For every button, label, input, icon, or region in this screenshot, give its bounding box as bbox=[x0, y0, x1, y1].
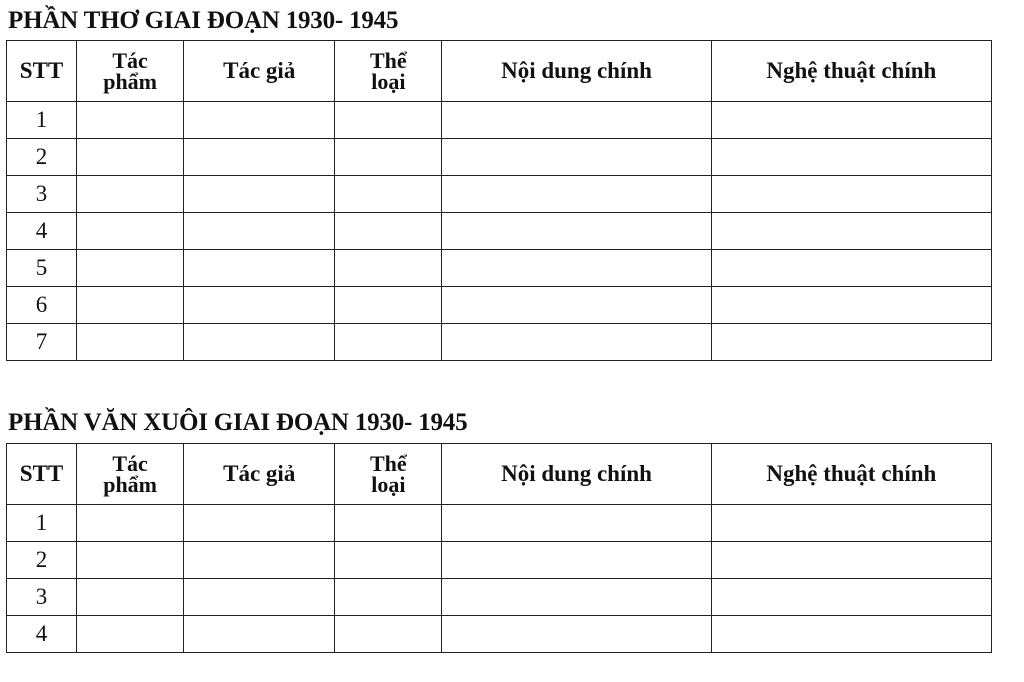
cell-tac-pham bbox=[77, 139, 184, 176]
cell-nghe-thuat bbox=[711, 139, 991, 176]
cell-the-loai bbox=[335, 287, 442, 324]
header-nghe-thuat: Nghệ thuật chính bbox=[711, 41, 991, 102]
header-tac-pham-line-2: phẩm bbox=[103, 69, 157, 94]
cell-tac-gia bbox=[184, 213, 335, 250]
cell-stt: 2 bbox=[7, 542, 77, 579]
cell-noi-dung bbox=[442, 250, 711, 287]
cell-nghe-thuat bbox=[711, 287, 991, 324]
cell-tac-gia bbox=[184, 542, 335, 579]
cell-nghe-thuat bbox=[711, 505, 991, 542]
cell-the-loai bbox=[335, 213, 442, 250]
prose-section-title: PHẦN VĂN XUÔI GIAI ĐOẠN 1930- 1945 bbox=[8, 409, 468, 436]
cell-stt: 5 bbox=[7, 250, 77, 287]
table-row bbox=[7, 250, 992, 287]
cell-the-loai bbox=[335, 139, 442, 176]
cell-tac-pham bbox=[77, 102, 184, 139]
cell-the-loai bbox=[335, 250, 442, 287]
cell-tac-pham bbox=[77, 579, 184, 616]
header-the-loai-line-1: Thể bbox=[370, 451, 407, 476]
cell-noi-dung bbox=[442, 542, 711, 579]
header-tac-gia: Tác giả bbox=[184, 41, 335, 102]
cell-stt: 3 bbox=[7, 176, 77, 213]
table-row bbox=[7, 287, 992, 324]
header-the-loai-line-1: Thể bbox=[370, 48, 407, 73]
cell-nghe-thuat bbox=[711, 213, 991, 250]
table-row bbox=[7, 139, 992, 176]
header-nghe-thuat: Nghệ thuật chính bbox=[711, 444, 991, 505]
cell-nghe-thuat bbox=[711, 579, 991, 616]
cell-tac-gia bbox=[184, 324, 335, 361]
header-noi-dung: Nội dung chính bbox=[442, 41, 711, 102]
cell-stt: 3 bbox=[7, 579, 77, 616]
cell-tac-gia bbox=[184, 579, 335, 616]
poetry-table bbox=[6, 40, 992, 361]
cell-nghe-thuat bbox=[711, 616, 991, 653]
cell-stt: 4 bbox=[7, 616, 77, 653]
cell-noi-dung bbox=[442, 213, 711, 250]
header-the-loai bbox=[335, 444, 442, 505]
header-tac-pham bbox=[77, 41, 184, 102]
cell-noi-dung bbox=[442, 616, 711, 653]
table-header-row bbox=[7, 444, 992, 505]
header-tac-pham-line-1: Tác bbox=[112, 451, 148, 476]
cell-tac-pham bbox=[77, 616, 184, 653]
header-stt: STT bbox=[7, 444, 77, 505]
header-tac-pham-line-1: Tác bbox=[112, 48, 148, 73]
cell-tac-gia bbox=[184, 287, 335, 324]
table-row bbox=[7, 102, 992, 139]
cell-stt: 1 bbox=[7, 102, 77, 139]
cell-stt: 1 bbox=[7, 505, 77, 542]
cell-noi-dung bbox=[442, 139, 711, 176]
cell-nghe-thuat bbox=[711, 324, 991, 361]
cell-the-loai bbox=[335, 505, 442, 542]
header-stt: STT bbox=[7, 41, 77, 102]
table-row bbox=[7, 176, 992, 213]
poetry-table-body bbox=[7, 102, 992, 361]
cell-noi-dung bbox=[442, 287, 711, 324]
table-row bbox=[7, 616, 992, 653]
cell-tac-pham bbox=[77, 250, 184, 287]
cell-the-loai bbox=[335, 324, 442, 361]
cell-stt: 7 bbox=[7, 324, 77, 361]
cell-noi-dung bbox=[442, 505, 711, 542]
cell-tac-pham bbox=[77, 176, 184, 213]
table-row bbox=[7, 324, 992, 361]
cell-tac-pham bbox=[77, 287, 184, 324]
cell-nghe-thuat bbox=[711, 542, 991, 579]
cell-stt: 2 bbox=[7, 139, 77, 176]
cell-tac-gia bbox=[184, 250, 335, 287]
cell-nghe-thuat bbox=[711, 250, 991, 287]
cell-tac-pham bbox=[77, 324, 184, 361]
cell-the-loai bbox=[335, 176, 442, 213]
header-tac-pham bbox=[77, 444, 184, 505]
cell-noi-dung bbox=[442, 579, 711, 616]
cell-tac-gia bbox=[184, 139, 335, 176]
cell-tac-gia bbox=[184, 102, 335, 139]
cell-tac-gia bbox=[184, 616, 335, 653]
table-row bbox=[7, 542, 992, 579]
cell-noi-dung bbox=[442, 324, 711, 361]
header-tac-pham-line-2: phẩm bbox=[103, 472, 157, 497]
cell-nghe-thuat bbox=[711, 102, 991, 139]
cell-tac-pham bbox=[77, 542, 184, 579]
cell-noi-dung bbox=[442, 176, 711, 213]
header-the-loai-line-2: loại bbox=[371, 472, 406, 497]
cell-the-loai bbox=[335, 579, 442, 616]
cell-tac-gia bbox=[184, 176, 335, 213]
cell-the-loai bbox=[335, 616, 442, 653]
table-row bbox=[7, 579, 992, 616]
header-the-loai-line-2: loại bbox=[371, 69, 406, 94]
cell-stt: 4 bbox=[7, 213, 77, 250]
cell-the-loai bbox=[335, 102, 442, 139]
header-the-loai bbox=[335, 41, 442, 102]
header-tac-gia: Tác giả bbox=[184, 444, 335, 505]
cell-nghe-thuat bbox=[711, 176, 991, 213]
table-row bbox=[7, 213, 992, 250]
prose-table bbox=[6, 443, 992, 653]
cell-tac-pham bbox=[77, 505, 184, 542]
cell-noi-dung bbox=[442, 102, 711, 139]
cell-the-loai bbox=[335, 542, 442, 579]
cell-stt: 6 bbox=[7, 287, 77, 324]
header-noi-dung: Nội dung chính bbox=[442, 444, 711, 505]
prose-table-body bbox=[7, 505, 992, 653]
table-header-row bbox=[7, 41, 992, 102]
cell-tac-gia bbox=[184, 505, 335, 542]
table-row bbox=[7, 505, 992, 542]
poetry-section-title: PHẦN THƠ GIAI ĐOẠN 1930- 1945 bbox=[8, 7, 399, 34]
cell-tac-pham bbox=[77, 213, 184, 250]
